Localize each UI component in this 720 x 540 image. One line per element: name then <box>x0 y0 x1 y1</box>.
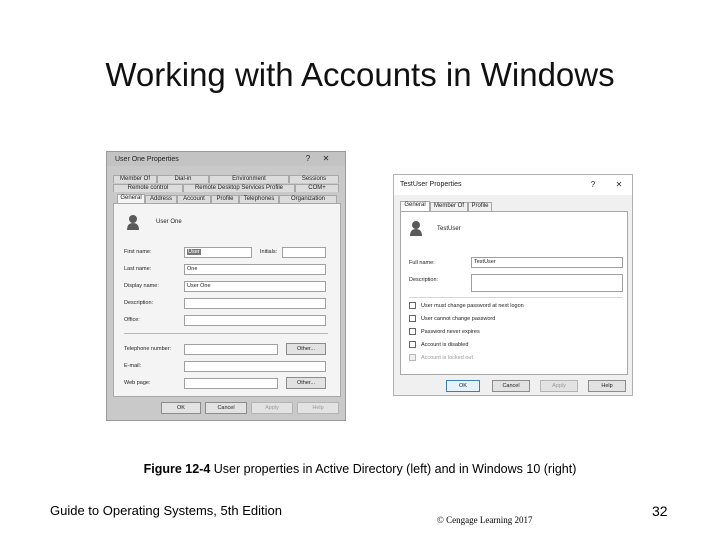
first-name-input[interactable]: User <box>184 247 252 258</box>
help-button[interactable]: Help <box>588 380 626 392</box>
tab-profile[interactable]: Profile <box>211 195 239 203</box>
win10-user-display-name: TestUser <box>437 226 461 232</box>
web-page-input[interactable] <box>184 378 278 389</box>
cancel-button[interactable]: Cancel <box>205 402 247 414</box>
tab-general[interactable]: General <box>400 201 430 211</box>
close-icon[interactable]: ✕ <box>615 180 623 189</box>
help-button[interactable]: Help <box>297 402 339 414</box>
ad-dialog-title: User One Properties <box>115 156 179 163</box>
account-disabled-checkbox[interactable] <box>409 341 416 348</box>
last-name-input[interactable]: One <box>184 264 326 275</box>
help-icon[interactable]: ? <box>590 180 596 189</box>
ok-button[interactable]: OK <box>446 380 480 392</box>
cannot-change-password-checkbox[interactable] <box>409 315 416 322</box>
password-never-expires-checkbox[interactable] <box>409 328 416 335</box>
apply-button[interactable]: Apply <box>540 380 578 392</box>
user-icon <box>126 214 140 230</box>
tab-remote-control[interactable]: Remote control <box>113 184 183 192</box>
display-name-label: Display name: <box>124 283 159 289</box>
office-input[interactable] <box>184 315 326 326</box>
tab-member-of[interactable]: Member Of <box>430 202 468 211</box>
description-input[interactable] <box>471 274 623 292</box>
tab-organization[interactable]: Organization <box>279 195 337 203</box>
win10-dialog-titlebar <box>394 175 632 195</box>
win10-dialog-title: TestUser Properties <box>400 181 462 188</box>
password-never-expires-label: Password never expires <box>421 329 480 335</box>
account-locked-checkbox <box>409 354 416 361</box>
slide-title: Working with Accounts in Windows <box>105 56 615 93</box>
help-icon[interactable]: ? <box>305 154 311 163</box>
full-name-label: Full name: <box>409 260 435 266</box>
tab-account[interactable]: Account <box>177 195 211 203</box>
tab-profile[interactable]: Profile <box>468 202 492 211</box>
description-label: Description: <box>409 277 439 283</box>
apply-button[interactable]: Apply <box>251 402 293 414</box>
user-icon <box>409 220 423 236</box>
telephone-label: Telephone number: <box>124 346 172 352</box>
telephone-other-button[interactable]: Other... <box>286 343 326 355</box>
footer-copyright: © Cengage Learning 2017 <box>437 515 533 525</box>
cannot-change-password-label: User cannot change password <box>421 316 496 322</box>
close-icon[interactable]: ✕ <box>322 154 330 163</box>
tab-com-plus[interactable]: COM+ <box>295 184 339 192</box>
initials-input[interactable] <box>282 247 326 258</box>
footer-book-title: Guide to Operating Systems, 5th Edition <box>50 503 282 518</box>
win10-user-properties-dialog <box>393 174 633 396</box>
display-name-input[interactable]: User One <box>184 281 326 292</box>
cancel-button[interactable]: Cancel <box>492 380 530 392</box>
telephone-input[interactable] <box>184 344 278 355</box>
last-name-label: Last name: <box>124 266 152 272</box>
email-label: E-mail: <box>124 363 142 369</box>
description-input[interactable] <box>184 298 326 309</box>
tab-environment[interactable]: Environment <box>209 175 289 183</box>
account-locked-label: Account is locked out <box>421 355 473 361</box>
separator <box>124 333 328 334</box>
must-change-password-checkbox[interactable] <box>409 302 416 309</box>
win10-general-panel <box>400 211 628 375</box>
tab-telephones[interactable]: Telephones <box>239 195 279 203</box>
figure-caption-text: User properties in Active Directory (left) and in Windows 10 (right) <box>210 462 577 476</box>
page-number: 32 <box>652 503 668 519</box>
initials-label: Initials: <box>260 249 278 255</box>
figure-label: Figure 12-4 <box>143 462 211 476</box>
office-label: Office: <box>124 317 140 323</box>
ok-button[interactable]: OK <box>161 402 201 414</box>
tab-dial-in[interactable]: Dial-in <box>157 175 209 183</box>
ad-dialog-titlebar <box>107 152 345 166</box>
first-name-label: First name: <box>124 249 152 255</box>
ad-user-properties-dialog <box>106 151 346 421</box>
full-name-input[interactable]: TestUser <box>471 257 623 268</box>
tab-address[interactable]: Address <box>145 195 177 203</box>
description-label: Description: <box>124 300 154 306</box>
ad-user-display-name: User One <box>156 219 182 225</box>
ad-general-panel <box>113 203 341 397</box>
account-disabled-label: Account is disabled <box>421 342 469 348</box>
email-input[interactable] <box>184 361 326 372</box>
must-change-password-label: User must change password at next logon <box>421 303 524 309</box>
web-page-label: Web page: <box>124 380 151 386</box>
tab-member-of[interactable]: Member Of <box>113 175 157 183</box>
tab-rds-profile[interactable]: Remote Desktop Services Profile <box>183 184 295 192</box>
separator <box>409 297 623 298</box>
figure-caption <box>0 462 720 476</box>
web-page-other-button[interactable]: Other... <box>286 377 326 389</box>
tab-general[interactable]: General <box>117 194 145 203</box>
tab-sessions[interactable]: Sessions <box>289 175 339 183</box>
